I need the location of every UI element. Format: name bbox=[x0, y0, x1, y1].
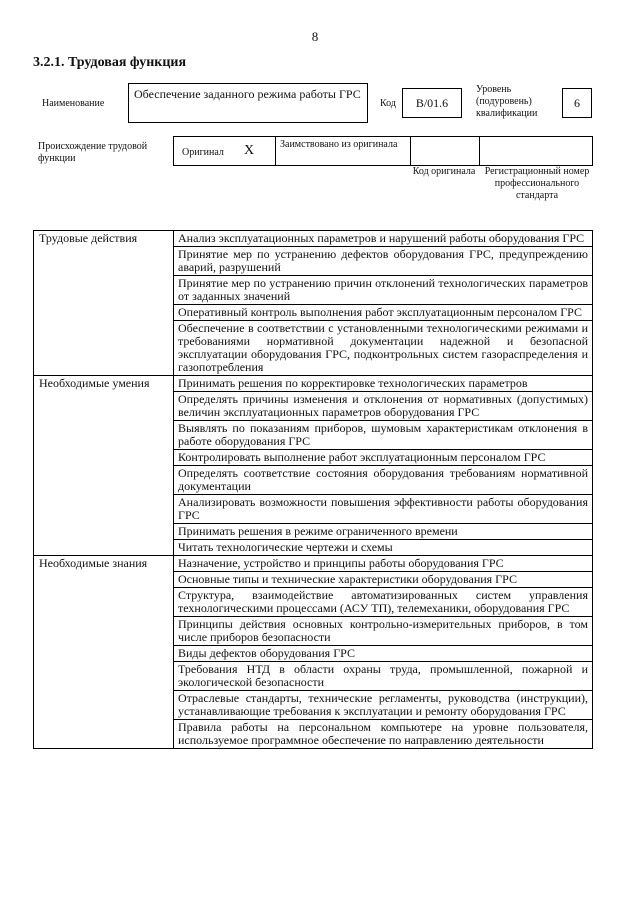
origin-divider-3 bbox=[479, 137, 480, 165]
section-item: Оперативный контроль выполнения работ эксплуатационным персоналом ГРС bbox=[174, 305, 593, 321]
table-row bbox=[34, 231, 593, 247]
section-heading: 3.2.1. Трудовая функция bbox=[33, 55, 187, 70]
section-item: Определять причины изменения и отклонения от нормативных (допустимых) величин эксплуатационных параметров оборудования ГРС bbox=[174, 392, 593, 421]
section-item: Отраслевые стандарты, технические регламенты, руководства (инструкции), устанавливающие требования к эксплуатации и ремонту оборудования ГРС bbox=[174, 691, 593, 720]
section-item: Анализ эксплуатационных параметров и нарушений работы оборудования ГРС bbox=[174, 231, 593, 247]
original-mark: X bbox=[244, 143, 255, 158]
labor-function-table bbox=[33, 230, 593, 749]
origin-divider-1 bbox=[275, 137, 276, 165]
table-row bbox=[34, 556, 593, 572]
name-value bbox=[128, 83, 368, 123]
table-row bbox=[34, 376, 593, 392]
name-value-text: Обеспечение заданного режима работы ГРС bbox=[134, 87, 361, 101]
section-item: Структура, взаимодействие автоматизированных систем управления технологическими процессами (АСУ ТП), телемеханики, оборудования ГРС bbox=[174, 588, 593, 617]
section-item: Принятие мер по устранению причин отклонений технологических параметров от заданных значений bbox=[174, 276, 593, 305]
reg-number-label: Регистрационный номер профессионального стандарта bbox=[484, 166, 590, 201]
section-item: Принимать решения по корректировке технологических параметров bbox=[174, 376, 593, 392]
level-label: Уровень (подуровень) квалификации bbox=[476, 84, 538, 119]
code-value-text: B/01.6 bbox=[415, 96, 449, 110]
name-label: Наименование bbox=[42, 98, 105, 109]
section-item: Назначение, устройство и принципы работы оборудования ГРС bbox=[174, 556, 593, 572]
section-item: Принятие мер по устранению дефектов оборудования ГРС, предупреждению аварий, разрушений bbox=[174, 247, 593, 276]
section-item: Обеспечение в соответствии с установленными технологическими режимами и требованиями нормативной документации надежной и безопасной эксплуатации оборудования ГРС, подконтрольных систем газораспределения и газопотребления bbox=[174, 321, 593, 376]
level-value-text: 6 bbox=[574, 96, 580, 110]
section-item: Контролировать выполнение работ эксплуатационным персоналом ГРС bbox=[174, 450, 593, 466]
level-value bbox=[562, 88, 592, 118]
borrowed-label: Заимствовано из оригинала bbox=[280, 139, 398, 150]
section-item: Определять соответствие состояния оборудования требованиям нормативной документации bbox=[174, 466, 593, 495]
original-code-label: Код оригинала bbox=[412, 166, 476, 177]
section-item: Виды дефектов оборудования ГРС bbox=[174, 646, 593, 662]
section-title: Необходимые умения bbox=[34, 376, 174, 556]
original-label: Оригинал bbox=[182, 147, 224, 158]
section-item: Требования НТД в области охраны труда, промышленной, пожарной и экологической безопасности bbox=[174, 662, 593, 691]
section-title: Трудовые действия bbox=[34, 231, 174, 376]
origin-divider-2 bbox=[410, 137, 411, 165]
section-item: Читать технологические чертежи и схемы bbox=[174, 540, 593, 556]
page-number: 8 bbox=[311, 29, 319, 44]
section-title: Необходимые знания bbox=[34, 556, 174, 749]
code-label: Код bbox=[380, 98, 396, 109]
section-item: Анализировать возможности повышения эффективности работы оборудования ГРС bbox=[174, 495, 593, 524]
section-item: Принимать решения в режиме ограниченного времени bbox=[174, 524, 593, 540]
origin-table bbox=[173, 136, 593, 166]
section-item: Выявлять по показаниям приборов, шумовым характеристикам отклонения в работе оборудования ГРС bbox=[174, 421, 593, 450]
origin-label: Происхождение трудовой функции bbox=[38, 141, 148, 164]
section-item: Правила работы на персональном компьютере на уровне пользователя, используемое программное обеспечение по направлению деятельности bbox=[174, 720, 593, 749]
section-item: Основные типы и технические характеристики оборудования ГРС bbox=[174, 572, 593, 588]
code-value bbox=[402, 88, 462, 118]
section-item: Принципы действия основных контрольно-измерительных приборов, в том числе приборов безопасности bbox=[174, 617, 593, 646]
